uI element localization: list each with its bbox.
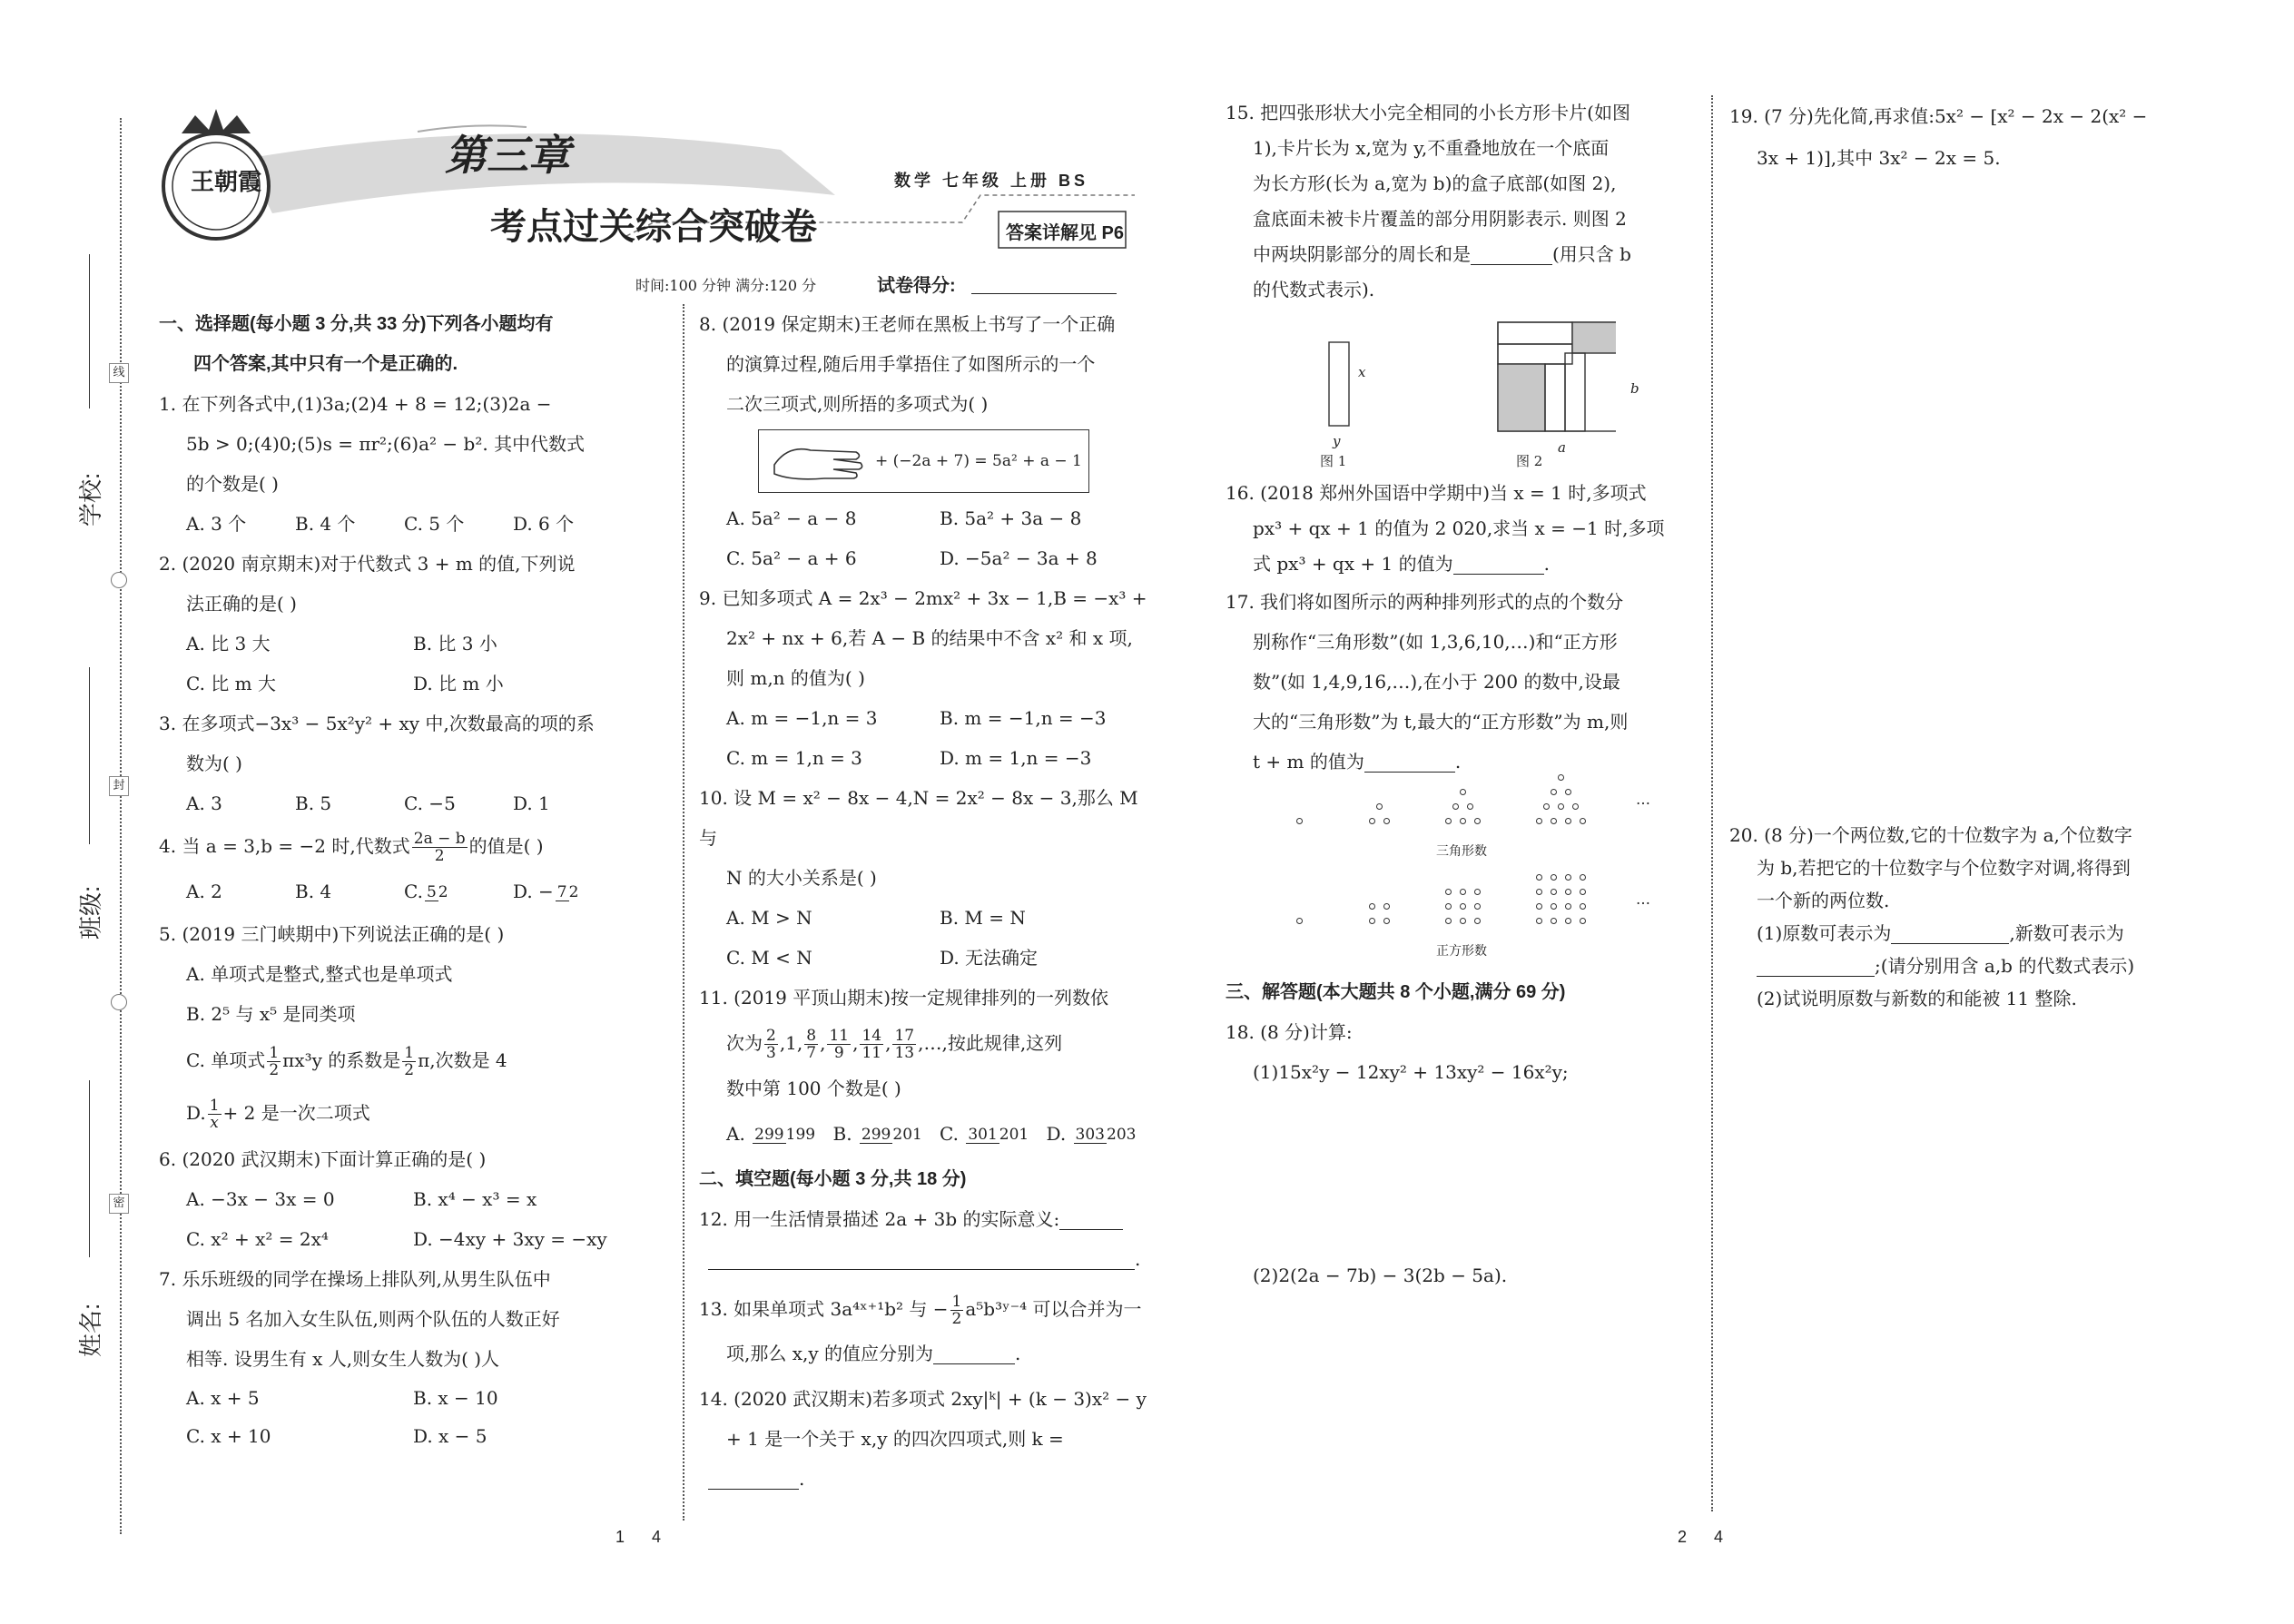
option-d[interactable]: D. − 7 2 <box>513 881 579 902</box>
square-dot <box>1460 889 1466 895</box>
label-y: y <box>1333 433 1341 449</box>
question-20: 20. (8 分)一个两位数,它的十位数字为 a,个位数字 为 b,若把它的十位数字与个位数字对调,将得到 一个新的两位数. (1)原数可表示为 ,新数可表示为 ;(请分别用含 a,b 的代数式表示) (2)试说明原数与新数的和能被 11 整除. <box>1729 819 2229 1015</box>
name-label: 姓名: <box>77 1303 104 1357</box>
option-c[interactable]: C. −5 <box>404 792 456 814</box>
answer-ref: 答案详解见 P6 <box>1006 223 1125 243</box>
ellipsis: … <box>1636 791 1650 808</box>
ellipsis: … <box>1636 891 1650 908</box>
fold-line <box>120 118 122 1534</box>
square-dot <box>1565 889 1571 895</box>
option-a[interactable]: A. M > N <box>726 907 812 929</box>
option-d[interactable]: D. 无法确定 <box>940 947 1039 969</box>
option-b[interactable]: B. 4 <box>295 881 332 902</box>
question-15: 15. 把四张形状大小完全相同的小长方形卡片(如图 1),卡片长为 x,宽为 y,不重叠地放在一个底面 为长方形(长为 a,宽为 b)的盒子底部(如图 2), 盒底面未被卡片覆盖的部分用阴影表示. 则图 2 中两块阴影部分的周长和是 (用只含 b 的代数式表示). x y a b 图 1 图 2 <box>1226 95 1698 476</box>
subject-tag: 数学 七年级 上册 BS <box>894 172 1089 190</box>
question-text: 项,那么 x,y 的值应分别为 <box>726 1343 934 1364</box>
question-text: 盒底面未被卡片覆盖的部分用阴影表示. 则图 2 <box>1253 208 1627 230</box>
binding-hole-icon <box>111 572 127 588</box>
column-2 <box>699 304 1153 1499</box>
option-a[interactable]: A. 单项式是整式,整式也是单项式 <box>186 963 453 985</box>
option-c[interactable]: C. 比 m 大 <box>186 673 276 694</box>
square-dot <box>1445 889 1452 895</box>
option-c[interactable]: C. 5 个 <box>404 513 465 535</box>
option-a[interactable]: A. −3x − 3x = 0 <box>186 1188 335 1210</box>
seal-mark: 线 <box>109 363 129 383</box>
question-text: 调出 5 名加入女生队伍,则两个队伍的人数正好 <box>186 1308 560 1330</box>
score-label: 试卷得分: <box>877 276 956 296</box>
question-text: 2. (2020 南京期末)对于代数式 3 + m 的值,下列说 <box>159 553 576 575</box>
option-d[interactable]: D. x − 5 <box>413 1425 487 1447</box>
option-a[interactable]: A. 3 <box>186 792 222 814</box>
triangle-dot <box>1376 803 1383 810</box>
option-d[interactable]: D. 1 <box>513 792 550 814</box>
question-text: 3. 在多项式−3x³ − 5x²y² + xy 中,次数最高的项的系 <box>159 713 595 734</box>
square-dot <box>1536 889 1542 895</box>
question-4 <box>159 823 667 914</box>
triangle-dot <box>1580 818 1586 824</box>
paper-title: 考点过关综合突破卷 <box>490 207 817 247</box>
answer-blank[interactable] <box>933 1346 1015 1364</box>
question-text: 1),卡片长为 x,宽为 y,不重叠地放在一个底面 <box>1253 137 1610 159</box>
question-1 <box>159 384 667 544</box>
triangle-dot <box>1460 818 1466 824</box>
question-5 <box>159 914 667 1139</box>
square-dot <box>1369 918 1375 924</box>
question-text: 相等. 设男生有 x 人,则女生人数为( )人 <box>186 1348 500 1370</box>
square-dot <box>1551 918 1557 924</box>
option-c[interactable]: C. 301 201 <box>940 1123 1029 1145</box>
option-b[interactable]: B. x − 10 <box>413 1387 498 1409</box>
square-dot <box>1580 889 1586 895</box>
question-text: 数”(如 1,4,9,16,…),在小于 200 的数中,设最 <box>1253 671 1620 693</box>
question-text: 14. (2020 武汉期末)若多项式 2xy|ᵏ| + (k − 3)x² − y <box>699 1388 1147 1410</box>
question-text: 法正确的是( ) <box>186 593 297 615</box>
question-text: N 的大小关系是( ) <box>726 867 877 889</box>
question-9 <box>699 578 1153 778</box>
question-2 <box>159 544 667 704</box>
question-text: 18. (8 分)计算: <box>1226 1021 1353 1043</box>
triangle-dot <box>1565 818 1571 824</box>
square-dot <box>1460 918 1466 924</box>
square-dot <box>1551 903 1557 910</box>
question-text: 中两块阴影部分的周长和是 <box>1253 243 1471 265</box>
triangle-dot <box>1383 818 1390 824</box>
logo-text: 王朝霞 <box>191 169 262 195</box>
question-text: 6. (2020 武汉期末)下面计算正确的是( ) <box>159 1148 487 1170</box>
section-heading: 二、填空题(每小题 3 分,共 18 分) <box>699 1169 967 1189</box>
class-label: 班级: <box>77 885 104 940</box>
square-dot <box>1565 903 1571 910</box>
equation-text: + (−2a + 7) = 5a² + a − 1 <box>875 452 1082 470</box>
triangle-dot <box>1536 818 1542 824</box>
option-a[interactable]: A. 2 <box>186 881 222 902</box>
triangle-dot <box>1543 803 1550 810</box>
question-text: 式 px³ + qx + 1 的值为 <box>1253 553 1453 575</box>
option-a[interactable]: A. m = −1,n = 3 <box>726 707 878 729</box>
question-text: 3x + 1)],其中 3x² − 2x = 5. <box>1757 147 2001 169</box>
option-b[interactable]: B. m = −1,n = −3 <box>940 707 1107 729</box>
square-dot <box>1551 874 1557 881</box>
option-c[interactable]: C. 单项式 $\frac{1}{2}$ πx³y 的系数是 $\frac{1}{2}$ π,次数是 4 <box>186 1044 507 1079</box>
q8-figure <box>758 429 1089 493</box>
answer-blank[interactable] <box>1453 556 1544 575</box>
question-text: 为长方形(长为 a,宽为 b)的盒子底部(如图 2), <box>1253 172 1617 194</box>
option-a[interactable]: A. 比 3 大 <box>186 633 271 655</box>
option-a[interactable]: A. 5a² − a − 8 <box>726 507 857 529</box>
hand-icon <box>770 438 870 485</box>
question-text: 1. 在下列各式中,(1)3a;(2)4 + 8 = 12;(3)2a − <box>159 393 552 415</box>
triangle-dot <box>1452 803 1459 810</box>
triangle-dot <box>1558 803 1564 810</box>
square-dot <box>1580 903 1586 910</box>
option-b[interactable]: B. 4 个 <box>295 513 356 535</box>
time-score-meta: 时间:100 分钟 满分:120 分 <box>635 277 817 294</box>
option-c[interactable]: C. x + 10 <box>186 1425 271 1447</box>
question-14: 14. (2020 武汉期末)若多项式 2xy|ᵏ| + (k − 3)x² − y + 1 是一个关于 x,y 的四次四项式,则 k = . <box>699 1379 1153 1499</box>
question-text: 二次三项式,则所捂的多项式为( ) <box>726 393 989 415</box>
question-18 <box>1226 1012 1698 1295</box>
option-d[interactable]: D. 比 m 小 <box>413 673 504 694</box>
question-text: 的个数是( ) <box>186 473 279 495</box>
question-12: 12. 用一生活情景描述 2a + 3b 的实际意义: . <box>699 1208 1141 1270</box>
square-dot <box>1474 889 1481 895</box>
question-text: 9. 已知多项式 A = 2x³ − 2mx² + 3x − 1,B = −x³ + <box>699 587 1147 609</box>
question-text: 10. 设 M = x² − 8x − 4,N = 2x² − 8x − 3,那么 M 与 <box>699 787 1138 849</box>
option-c[interactable]: C. x² + x² = 2x⁴ <box>186 1228 329 1250</box>
question-text: 的代数式表示). <box>1253 279 1375 300</box>
square-dot <box>1474 903 1481 910</box>
square-dot <box>1383 918 1390 924</box>
answer-blank[interactable] <box>708 1471 799 1490</box>
answer-blank[interactable] <box>1471 247 1552 265</box>
square-dot <box>1460 903 1466 910</box>
triangle-dot <box>1565 789 1571 795</box>
option-c[interactable]: C. 5a² − a + 6 <box>726 547 857 569</box>
fraction: $\frac{2a - b}{2}$ <box>413 830 466 865</box>
question-text: (1)15x²y − 12xy² + 13xy² − 16x²y; <box>1253 1061 1569 1083</box>
question-7 <box>159 1259 667 1455</box>
option-b[interactable]: B. x⁴ − x³ = x <box>413 1188 537 1210</box>
triangle-dot <box>1558 774 1564 781</box>
school-line <box>89 254 90 408</box>
option-a[interactable]: A. 3 个 <box>186 513 247 535</box>
question-10 <box>699 778 1153 978</box>
question-text: 16. (2018 郑州外国语中学期中)当 x = 1 时,多项式 <box>1226 482 1647 504</box>
triangle-dot <box>1296 818 1303 824</box>
question-text: 12. 用一生活情景描述 2a + 3b 的实际意义: <box>699 1208 1060 1230</box>
square-dot <box>1536 874 1542 881</box>
question-text: 2x² + nx + 6,若 A − B 的结果中不含 x² 和 x 项, <box>726 627 1133 649</box>
score-blank[interactable] <box>971 293 1117 294</box>
question-text: 数为( ) <box>186 753 242 774</box>
square-dot <box>1383 903 1390 910</box>
question-13: 13. 如果单项式 3a⁴ˣ⁺¹b² 与 − $\frac{1}{2}$ a⁵b³ʸ⁻⁴ 可以合并为一 项,那么 x,y 的值应分别为 . <box>699 1293 1142 1364</box>
triangle-dot <box>1474 818 1481 824</box>
triangle-dot <box>1460 789 1466 795</box>
question-text: 的值是( ) <box>468 835 544 857</box>
triangle-dot <box>1467 803 1473 810</box>
question-text: 为 b,若把它的十位数字与个位数字对调,将得到 <box>1757 857 2131 879</box>
label-a: a <box>1558 439 1566 456</box>
question-text: 8. (2019 保定期末)王老师在黑板上书写了一个正确 <box>699 313 1116 335</box>
binding-hole-icon <box>111 994 127 1010</box>
page-number: 2 4 <box>1678 1528 1724 1546</box>
triangle-dot <box>1551 789 1557 795</box>
option-c[interactable]: C. m = 1,n = 3 <box>726 747 862 769</box>
question-text: t + m 的值为 <box>1253 751 1364 773</box>
answer-blank[interactable] <box>1891 926 2009 944</box>
section-heading-cont: 四个答案,其中只有一个是正确的. <box>193 354 458 374</box>
name-line <box>89 1080 90 1257</box>
question-text: 数中第 100 个数是( ) <box>726 1078 901 1099</box>
column-1 <box>159 304 667 1455</box>
figure-caption: 图 1 <box>1320 453 1347 469</box>
label-x: x <box>1358 364 1366 380</box>
question-text: 别称作“三角形数”(如 1,3,6,10,…)和“正方形 <box>1253 631 1618 653</box>
square-dot <box>1580 918 1586 924</box>
question-text: 4. 当 a = 3,b = −2 时,代数式 <box>159 835 410 857</box>
option-a[interactable]: A. x + 5 <box>186 1387 260 1409</box>
question-17: 17. 我们将如图所示的两种排列形式的点的个数分 别称作“三角形数”(如 1,3,6,10,…)和“正方形 数”(如 1,4,9,16,…),在小于 200 的数中,设最 大的“三角形数”为 t,最大的“正方形数”为 m,则 t + m 的值为 . 三角形数 正方形数 … … <box>1226 582 1698 972</box>
square-dot <box>1580 874 1586 881</box>
option-d[interactable]: D. $\frac{1}{x}$ + 2 是一次二项式 <box>186 1097 370 1132</box>
question-3 <box>159 704 667 823</box>
question-11 <box>699 978 1153 1159</box>
question-text: + 1 是一个关于 x,y 的四次四项式,则 k = <box>726 1428 1064 1450</box>
square-dot <box>1474 918 1481 924</box>
option-d[interactable]: D. 6 个 <box>513 513 575 535</box>
question-text: 7. 乐乐班级的同学在操场上排队列,从男生队伍中 <box>159 1268 551 1290</box>
seal-mark: 密 <box>109 1194 129 1214</box>
section-heading: 一、选择题(每小题 3 分,共 33 分)下列各小题均有 <box>159 314 554 334</box>
option-c[interactable]: C. M < N <box>726 947 812 969</box>
column-divider <box>683 304 684 1521</box>
question-text: (2)试说明原数与新数的和能被 11 整除. <box>1757 988 2077 1009</box>
answer-space[interactable] <box>1226 1092 1698 1255</box>
answer-space[interactable] <box>1729 179 2229 819</box>
option-d[interactable]: D. m = 1,n = −3 <box>940 747 1092 769</box>
question-text: 19. (7 分)先化简,再求值:5x² − [x² − 2x − 2(x² − <box>1729 105 2148 127</box>
question-text: 5. (2019 三门峡期中)下列说法正确的是( ) <box>159 923 505 945</box>
question-text: 5b > 0;(4)0;(5)s = πr²;(6)a² − b². 其中代数式 <box>186 433 586 455</box>
answer-blank[interactable] <box>1757 959 1875 977</box>
page-number: 1 4 <box>615 1528 662 1546</box>
square-dot <box>1551 889 1557 895</box>
option-b[interactable]: B. 比 3 小 <box>413 633 497 655</box>
option-b[interactable]: B. M = N <box>940 907 1026 929</box>
option-a[interactable]: A. 299 199 <box>726 1123 816 1145</box>
question-6 <box>159 1139 667 1259</box>
triangle-dot <box>1445 818 1452 824</box>
option-c[interactable]: C. 5 2 <box>404 881 448 902</box>
square-dot <box>1296 918 1303 924</box>
square-dot <box>1565 918 1571 924</box>
answer-blank[interactable] <box>708 1252 1135 1270</box>
question-text: 次为 $\frac{2}{3}$ ,1, $\frac{8}{7}$ , $\frac{11}{9}$ , $\frac{14}{11}$ , $\frac{17}{13}$ ,…,按此规律,这列 <box>726 1027 1063 1062</box>
school-label: 学校: <box>77 472 104 527</box>
triangle-label: 三角形数 <box>1436 844 1487 859</box>
triangle-dot <box>1572 803 1579 810</box>
question-text: 15. 把四张形状大小完全相同的小长方形卡片(如图 <box>1226 102 1630 123</box>
triangle-dot <box>1551 818 1557 824</box>
question-text: 17. 我们将如图所示的两种排列形式的点的个数分 <box>1226 591 1624 613</box>
square-dot <box>1369 903 1375 910</box>
column-3 <box>1226 95 1698 1295</box>
dot-pattern-figure <box>1226 782 1698 972</box>
figure-caption: 图 2 <box>1516 453 1543 469</box>
square-dot <box>1445 903 1452 910</box>
answer-blank[interactable] <box>1059 1212 1123 1230</box>
question-text: 的演算过程,随后用手掌捂住了如图所示的一个 <box>726 353 1096 375</box>
question-text: (2)2(2a − 7b) − 3(2b − 5a). <box>1253 1265 1508 1286</box>
option-d[interactable]: D. −5a² − 3a + 8 <box>940 547 1098 569</box>
q15-figures <box>1226 308 1698 476</box>
class-line <box>89 667 90 844</box>
question-text: 则 m,n 的值为( ) <box>726 667 865 689</box>
square-dot <box>1565 874 1571 881</box>
square-label: 正方形数 <box>1436 944 1487 959</box>
question-text: 一个新的两位数. <box>1757 890 1890 911</box>
seal-mark: 封 <box>109 776 129 796</box>
question-text: px³ + qx + 1 的值为 2 020,求当 x = −1 时,多项 <box>1253 517 1665 539</box>
square-dot <box>1536 918 1542 924</box>
column-4 <box>1729 95 2229 1015</box>
question-text: 11. (2019 平顶山期末)按一定规律排列的一列数依 <box>699 987 1109 1009</box>
option-b[interactable]: B. 2⁵ 与 x⁵ 是同类项 <box>186 1003 356 1025</box>
answer-blank[interactable] <box>1364 754 1455 773</box>
label-b: b <box>1630 380 1639 397</box>
option-d[interactable]: D. 303 203 <box>1046 1123 1137 1145</box>
question-text: 20. (8 分)一个两位数,它的十位数字为 a,个位数字 <box>1729 824 2132 846</box>
question-19 <box>1729 95 2229 179</box>
question-text: 大的“三角形数”为 t,最大的“正方形数”为 m,则 <box>1253 711 1629 733</box>
column-divider <box>1711 95 1713 1511</box>
question-16: 16. (2018 郑州外国语中学期中)当 x = 1 时,多项式 px³ + qx + 1 的值为 2 020,求当 x = −1 时,多项 式 px³ + qx + 1 的值为 . <box>1226 476 1698 582</box>
option-b[interactable]: B. 5 <box>295 792 332 814</box>
triangle-dot <box>1369 818 1375 824</box>
option-d[interactable]: D. −4xy + 3xy = −xy <box>413 1228 607 1250</box>
question-8 <box>699 304 1153 578</box>
chapter-title: 第三章 <box>445 132 570 179</box>
option-b[interactable]: B. 299 201 <box>832 1123 922 1145</box>
square-dot <box>1445 918 1452 924</box>
section-heading: 三、解答题(本大题共 8 个小题,满分 69 分) <box>1226 982 1566 1002</box>
option-b[interactable]: B. 5a² + 3a − 8 <box>940 507 1082 529</box>
square-dot <box>1536 903 1542 910</box>
